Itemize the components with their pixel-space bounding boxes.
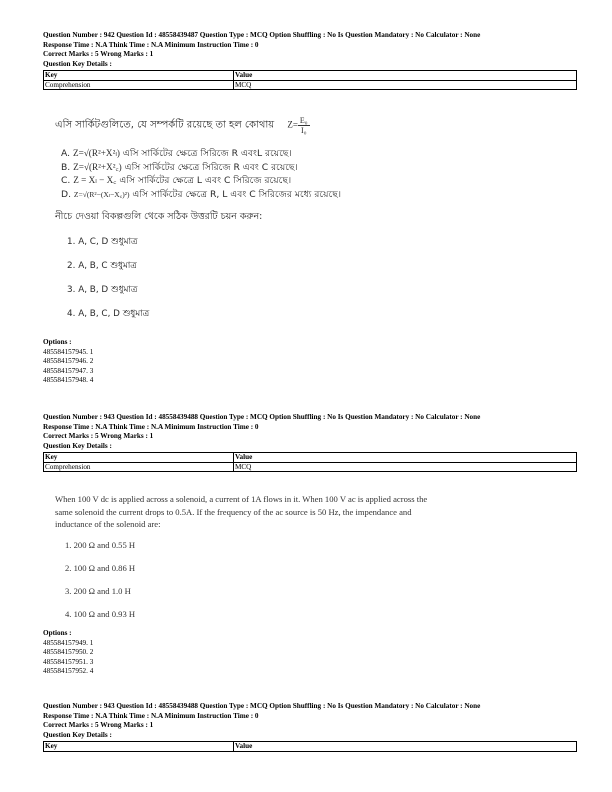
options-label: Options : [43,338,72,346]
table-cell: Comprehension [44,462,234,472]
header-line: Question Number : 943 Question Id : 48558439488 Question Type : MCQ Option Shuffling : No Is Question Mandatory : No Calculator : None [43,702,481,710]
question-943-header [43,413,577,472]
option-id: 485584157948. 4 [43,376,94,385]
statement-a [61,147,575,161]
option-id: 485584157949. 1 [43,638,94,647]
table-header-value: Value [234,742,577,752]
statement-c [61,174,575,188]
header-line: Correct Marks : 5 Wrong Marks : 1 [43,432,154,441]
table-header-key: Key [44,71,234,81]
header-line: Response Time : N.A Think Time : N.A Minimum Instruction Time : 0 [43,711,259,720]
instruction-text: নীচে দেওয়া বিকল্পগুলি থেকে সঠিক উত্তরটি চয়ন করুন: [55,211,263,222]
formula-numerator: E₀ [299,116,308,125]
table-header-value: Value [234,71,577,81]
key-details-table [43,452,577,472]
option-id: 485584157952. 4 [43,667,94,676]
statement-key: D. [61,188,71,200]
formula-lhs: Z= [287,119,298,130]
statement-b [61,161,575,175]
question-line: same solenoid the current drops to 0.5A. If the frequency of the ac source is 50 Hz, the impendance and [55,506,412,517]
header-line: Question Number : 943 Question Id : 48558439488 Question Type : MCQ Option Shuffling : No Is Question Mandatory : No Calculator : None [43,413,481,421]
question-942-header [43,31,577,90]
table-header-value: Value [234,453,577,463]
choice-item: 3. 200 Ω and 1.0 H [65,585,131,596]
option-id: 485584157945. 1 [43,347,94,356]
statement-key: A. [61,148,71,159]
formula-denominator: I₀ [301,126,307,135]
statement-text: এসি সার্কিটের ক্ষেত্রে সিরিজে R এবংL রয়েছে। [122,148,292,159]
question-text: এসি সার্কিটগুলিতে, যে সম্পর্কটি রয়েছে তা হল কোথায় [55,119,275,131]
choice-item: 1. 200 Ω and 0.55 H [65,539,136,550]
statement-key: C. [61,175,71,186]
header-line: Correct Marks : 5 Wrong Marks : 1 [43,50,154,59]
option-id: 485584157946. 2 [43,357,94,366]
choice-item: 1. A, C, D শুধুমাত্র [67,237,138,247]
question-line: inductance of the solenoid are: [55,519,161,530]
choice-item: 3. A, B, D শুধুমাত্র [67,285,138,295]
question-942-options [43,338,577,386]
statement-formula: Z = Xₗ − X꜀ [73,175,117,185]
impedance-formula [287,116,309,135]
choice-item: 2. 100 Ω and 0.86 H [65,562,136,573]
statement-key: B. [61,161,71,173]
statement-d [61,188,575,202]
statement-text: এসি সার্কিটের ক্ষেত্রে R, L এবং C সিরিজের মধ্যে রয়েছে। [132,188,342,200]
choice-item: 4. A, B, C, D শুধুমাত্র [67,309,150,319]
key-details-table [43,70,577,90]
question-943b-header [43,702,577,752]
question-line: When 100 V dc is applied across a solenoid, a current of 1A flows in it. When 100 V ac is applied across the [55,494,428,504]
question-943-options [43,629,577,677]
options-label: Options : [43,629,72,637]
option-id: 485584157950. 2 [43,648,94,657]
statement-formula: Z=√(R²−(Xₗ−X꜀)²) [73,189,130,199]
header-line: Question Number : 942 Question Id : 48558439487 Question Type : MCQ Option Shuffling : No Is Question Mandatory : No Calculator : None [43,31,481,39]
option-id: 485584157951. 3 [43,657,94,666]
header-line: Question Key Details : [43,730,112,739]
statement-formula: Z=√(R²+X²ₗ) [72,148,120,158]
header-line: Response Time : N.A Think Time : N.A Minimum Instruction Time : 0 [43,422,259,431]
table-cell: Comprehension [44,80,234,90]
statement-formula: Z=√(R²+X²꜀) [73,161,122,172]
question-943-body [55,493,560,632]
header-line: Question Key Details : [43,59,112,68]
choice-item: 4. 100 Ω and 0.93 H [65,608,136,619]
key-details-table [43,741,577,752]
table-header-key: Key [44,453,234,463]
question-942-body [55,116,575,330]
statement-text: এসি সার্কিটের ক্ষেত্রে L এবং C সিরিজে রয়েছে। [119,175,292,186]
table-cell: MCQ [234,80,577,90]
statement-text: এসি সার্কিটের ক্ষেত্রে সিরিজে R এবং C রয়েছে। [124,161,298,173]
header-line: Question Key Details : [43,441,112,450]
option-id: 485584157947. 3 [43,366,94,375]
header-line: Response Time : N.A Think Time : N.A Minimum Instruction Time : 0 [43,40,259,49]
choice-item: 2. A, B, C শুধুমাত্র [67,261,137,271]
table-header-key: Key [44,742,234,752]
header-line: Correct Marks : 5 Wrong Marks : 1 [43,721,154,730]
table-cell: MCQ [234,462,577,472]
